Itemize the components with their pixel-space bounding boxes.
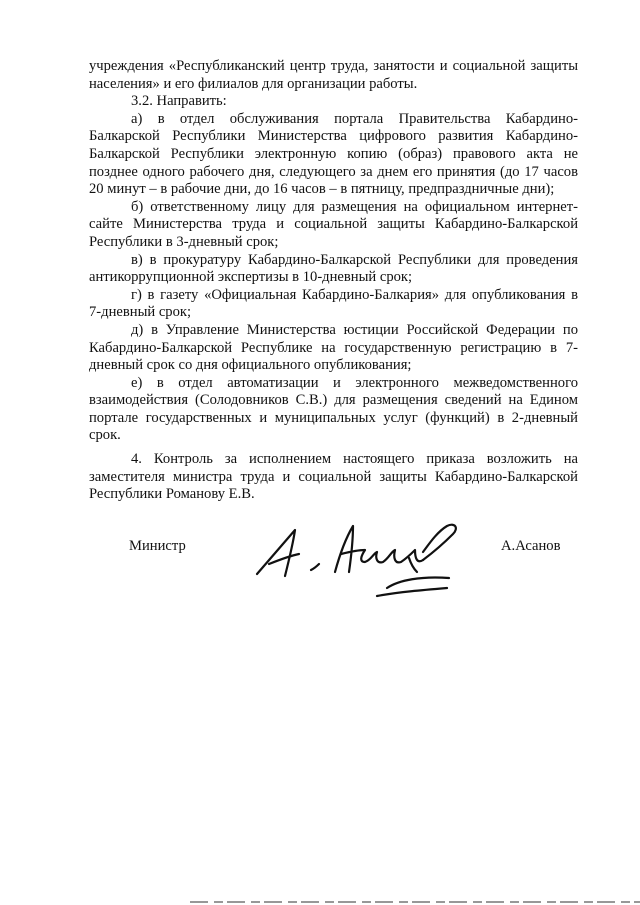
paragraph-item-g: г) в газету «Официальная Кабардино-Балкария» для опубликования в 7-дневный срок; (89, 286, 578, 321)
paragraph-3-2-heading: 3.2. Направить: (131, 93, 227, 110)
paragraph-item-v: в) в прокуратуру Кабардино-Балкарской Республики для проведения антикоррупционной экспертизы в 10-дневный срок; (89, 251, 578, 286)
signatory-name: А.Асанов (501, 538, 561, 554)
page-edge-artifact (190, 898, 640, 905)
document-body (89, 58, 578, 504)
paragraph-continuation: учреждения «Республиканский центр труда, занятости и социальной защиты населения» и его филиалов для организации работы. (89, 58, 578, 92)
paragraph-item-d: д) в Управление Министерства юстиции Российской Федерации по Кабардино-Балкарской Республике на государственную регистрацию в 7-дневный срок со дня официального опубликования; (89, 321, 578, 374)
paragraph-item-a: а) в отдел обслуживания портала Правительства Кабардино-Балкарской Республики Министерства цифрового развития Кабардино-Балкарской Республики электронную копию (образ) правового акта не позднее одного рабочего дня, следующего за днем его принятия (до 17 часов 20 минут – в рабочие дни, до 16 часов – в пятницу, предпраздничные дни); (89, 110, 578, 198)
paragraph-item-e: е) в отдел автоматизации и электронного межведомственного взаимодействия (Солодовников С.В.) для размещения сведений на Едином портале государственных и муниципальных услуг (функций) в 2-дневный срок. (89, 374, 578, 444)
handwritten-signature (249, 510, 469, 610)
paragraph-4-control: 4. Контроль за исполнением настоящего приказа возложить на заместителя министра труда и социальной защиты Кабардино-Балкарской Республики Романову Е.В. (89, 451, 578, 503)
paragraph-item-b: б) ответственному лицу для размещения на официальном интернет-сайте Министерства труда и социальной защиты Кабардино-Балкарской Республики в 3-дневный срок; (89, 198, 578, 250)
signatory-position: Министр (129, 538, 186, 554)
signature-block (89, 535, 589, 615)
